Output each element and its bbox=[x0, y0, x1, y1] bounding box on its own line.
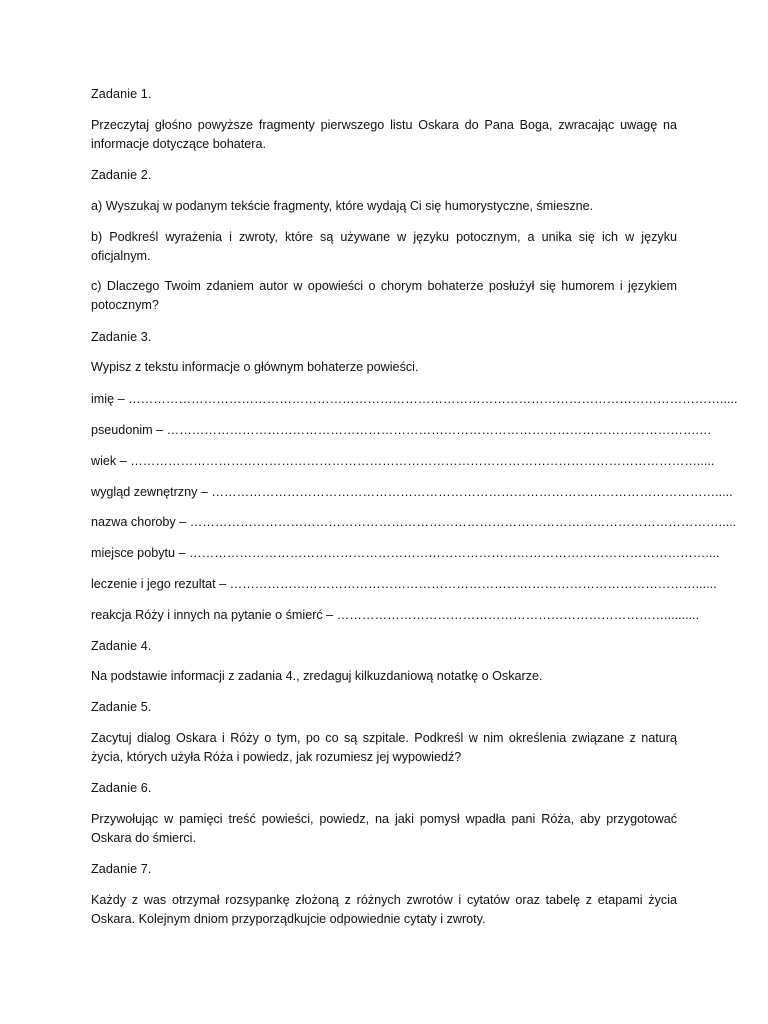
field-line-treatment: leczenie i jego rezultat – …………………………………………………………………………………………………...... bbox=[91, 577, 717, 591]
field-line-location: miejsce pobytu – …………………………………………………………………………………………………………….... bbox=[91, 546, 720, 560]
task-3-text: Wypisz z tekstu informacje o głównym bohaterze powieści. bbox=[91, 360, 419, 374]
task-2-heading: Zadanie 2. bbox=[91, 168, 152, 182]
task-5-text: Zacytuj dialog Oskara i Róży o tym, po co są szpitale. Podkreśl w nim określenia związane z naturą życia, których użyła Róża i powiedz, jak rozumiesz jej wypowiedź? bbox=[91, 731, 677, 764]
field-line-age: wiek – ………………………………………………………………………………………………………………………..... bbox=[91, 454, 715, 468]
task-3-heading: Zadanie 3. bbox=[91, 330, 152, 344]
task-2-item-a: a) Wyszukaj w podanym tekście fragmenty, które wydają Ci się humorystyczne, śmieszne. bbox=[91, 199, 594, 213]
field-line-nickname: pseudonim – ……………………………………………………………………………………………………………….… bbox=[91, 423, 712, 437]
field-line-reaction: reakcja Róży i innych na pytanie o śmierć – …………………………………………………………………….......... bbox=[91, 608, 700, 622]
field-line-disease: nazwa choroby – ………………………………………………………………………………………………………………..... bbox=[91, 515, 737, 529]
task-5-heading: Zadanie 5. bbox=[91, 700, 152, 714]
task-1-heading: Zadanie 1. bbox=[91, 87, 152, 101]
task-2-item-c: c) Dlaczego Twoim zdaniem autor w opowieści o chorym bohaterze posłużył się humorem i językiem potocznym? bbox=[91, 279, 677, 312]
task-1-text: Przeczytaj głośno powyższe fragmenty pierwszego listu Oskara do Pana Boga, zwracając uwagę na informacje dotyczące bohatera. bbox=[91, 118, 677, 151]
task-4-heading: Zadanie 4. bbox=[91, 639, 152, 653]
task-6-text: Przywołując w pamięci treść powieści, powiedz, na jaki pomysł wpadła pani Róża, aby przygotować Oskara do śmierci. bbox=[91, 812, 677, 845]
field-line-appearance: wygląd zewnętrzny – …………………………………………………………………………………………………………..... bbox=[91, 485, 733, 499]
task-4-text: Na podstawie informacji z zadania 4., zredaguj kilkuzdaniową notatkę o Oskarze. bbox=[91, 669, 543, 683]
field-line-name: imię – ……………………………………………………………………………………………………………………………..... bbox=[91, 392, 738, 406]
task-2-item-b: b) Podkreśl wyrażenia i zwroty, które są używane w języku potocznym, a unika się ich w języku oficjalnym. bbox=[91, 230, 677, 263]
task-6-heading: Zadanie 6. bbox=[91, 781, 152, 795]
task-7-heading: Zadanie 7. bbox=[91, 862, 152, 876]
task-7-text: Każdy z was otrzymał rozsypankę złożoną z różnych zwrotów i cytatów oraz tabelę z etapami życia Oskara. Kolejnym dniom przyporządkujcie odpowiednie cytaty i zwroty. bbox=[91, 893, 677, 926]
